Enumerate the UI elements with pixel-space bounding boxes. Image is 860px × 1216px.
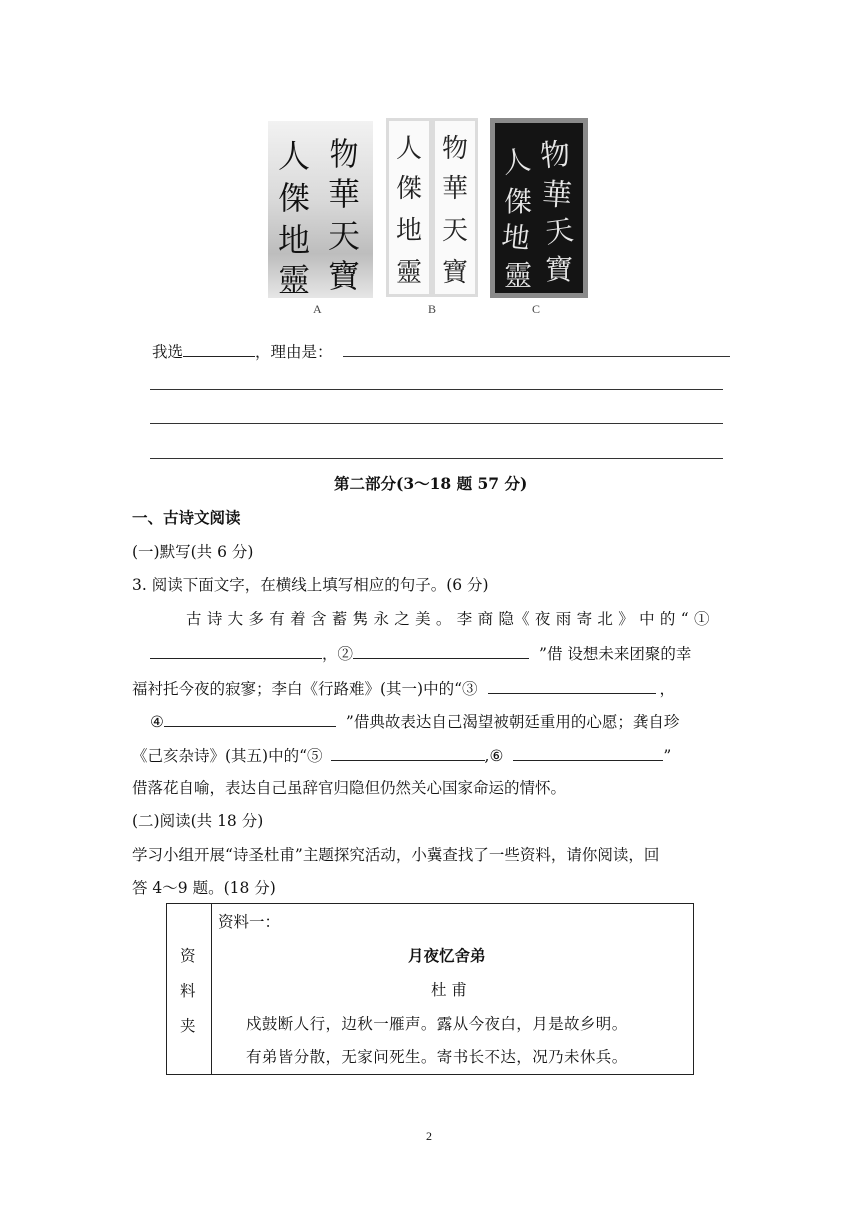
- q3-line-2b: ”借 设想未来团聚的幸: [539, 645, 692, 663]
- calligraphy-image-c: [490, 118, 588, 298]
- q3-line-3a: 福衬托今夜的寂寥；李白《行路难》(其一)中的“③: [132, 680, 478, 698]
- section1-heading: 一、古诗文阅读: [132, 508, 241, 527]
- folder-side-cell: [167, 904, 212, 1075]
- folder-content-cell: [212, 904, 694, 1075]
- glyph-b-7: 地: [396, 216, 423, 246]
- choice-prefix: 我选: [152, 343, 184, 361]
- sub1-heading: (一)默写(共 6 分): [132, 543, 254, 561]
- poem-title: 月夜忆舍弟: [408, 946, 486, 965]
- q3-line-2a: ，②: [322, 645, 354, 663]
- glyph-b-6: 傑: [396, 174, 423, 204]
- poem-author: 杜 甫: [431, 981, 467, 999]
- blank-3[interactable]: [488, 677, 656, 694]
- glyph-c-1: 物: [538, 136, 573, 175]
- blank-5[interactable]: [331, 744, 485, 761]
- poem-verse-2: 有弟皆分散，无家问死生。寄书长不达，况乃未休兵。: [246, 1048, 628, 1066]
- blank-1[interactable]: [150, 642, 322, 659]
- part2-heading: 第二部分(3～18 题 57 分): [334, 474, 528, 493]
- calligraphy-image-b: [386, 118, 478, 297]
- q3-line-3: [132, 677, 675, 699]
- poem-verse-1: 戍鼓断人行，边秋一雁声。露从今夜白，月是故乡明。: [246, 1015, 628, 1033]
- q3-line-5a: 《己亥杂诗》(其五)中的“⑤: [132, 747, 323, 765]
- reason-blank-1[interactable]: [343, 356, 730, 357]
- q3-line-5: [132, 744, 671, 766]
- intro-line-2: 答 4～9 题。(18 分): [132, 879, 276, 897]
- q3-line-3b: ，: [659, 680, 676, 698]
- glyph-b-3: 天: [442, 216, 469, 246]
- blank-6[interactable]: [513, 744, 663, 761]
- glyph-a-7: 地: [278, 221, 311, 259]
- q3-line-5c: ”: [663, 747, 672, 765]
- blank-4[interactable]: [164, 710, 336, 727]
- folder-side-char-2: 料: [180, 982, 196, 1000]
- glyph-b-5: 人: [396, 134, 423, 164]
- caption-a: A: [313, 302, 322, 316]
- choice-blank[interactable]: [183, 340, 255, 357]
- choice-middle: ，理由是：: [255, 343, 333, 361]
- glyph-a-8: 靈: [278, 261, 311, 299]
- glyph-c-2: 華: [540, 176, 573, 214]
- q3-line-1: 古 诗 大 多 有 着 含 蓄 隽 永 之 美 。 李 商 隐《 夜 雨 寄 北 》 中 的 “ ①: [186, 610, 710, 628]
- glyph-a-4: 寶: [328, 257, 361, 295]
- calligraphy-image-a: [268, 121, 373, 298]
- answer-line-3[interactable]: [150, 423, 723, 424]
- q3-line-4a: ④: [150, 713, 164, 731]
- resource-folder-table: [166, 903, 694, 1075]
- caption-c: C: [532, 302, 541, 316]
- q3-line-4b: ”借典故表达自己渴望被朝廷重用的心愿；龚自珍: [345, 713, 680, 731]
- glyph-c-6: 傑: [504, 185, 533, 218]
- folder-side-char-3: 夹: [180, 1017, 196, 1035]
- caption-b: B: [428, 302, 437, 316]
- q3-line-2: [150, 642, 691, 664]
- blank-2[interactable]: [353, 642, 529, 659]
- glyph-a-1: 物: [329, 135, 359, 173]
- glyph-a-6: 傑: [278, 179, 311, 217]
- glyph-c-7: 地: [500, 219, 532, 256]
- folder-label: 资料一：: [218, 913, 281, 931]
- q3-line-5b: ,⑥: [484, 747, 504, 765]
- glyph-a-2: 華: [328, 175, 361, 213]
- sub2-heading: (二)阅读(共 18 分): [132, 812, 264, 830]
- q3-line-4: [150, 710, 679, 732]
- glyph-b-4: 寶: [442, 258, 469, 288]
- answer-line-4[interactable]: [150, 458, 723, 459]
- q3-line-6: 借落花自喻，表达自己虽辞官归隐但仍然关心国家命运的情怀。: [132, 779, 567, 797]
- answer-line-2[interactable]: [150, 389, 723, 390]
- glyph-c-5: 人: [499, 142, 533, 181]
- glyph-b-1: 物: [442, 134, 469, 164]
- intro-line-1: 学习小组开展“诗圣杜甫”主题探究活动，小冀查找了一些资料，请你阅读，回: [132, 846, 660, 864]
- choice-line: [152, 340, 333, 362]
- glyph-a-5: 人: [278, 137, 311, 175]
- folder-side-char-1: 资: [180, 947, 196, 965]
- glyph-c-3: 天: [543, 213, 576, 250]
- glyph-c-8: 靈: [504, 259, 533, 292]
- glyph-b-2: 華: [442, 174, 469, 204]
- glyph-c-4: 寶: [545, 253, 574, 286]
- page-number: 2: [426, 1129, 432, 1143]
- glyph-a-3: 天: [328, 217, 361, 255]
- q3-prompt: 3. 阅读下面文字，在横线上填写相应的句子。(6 分): [132, 576, 489, 594]
- glyph-b-8: 靈: [396, 258, 423, 288]
